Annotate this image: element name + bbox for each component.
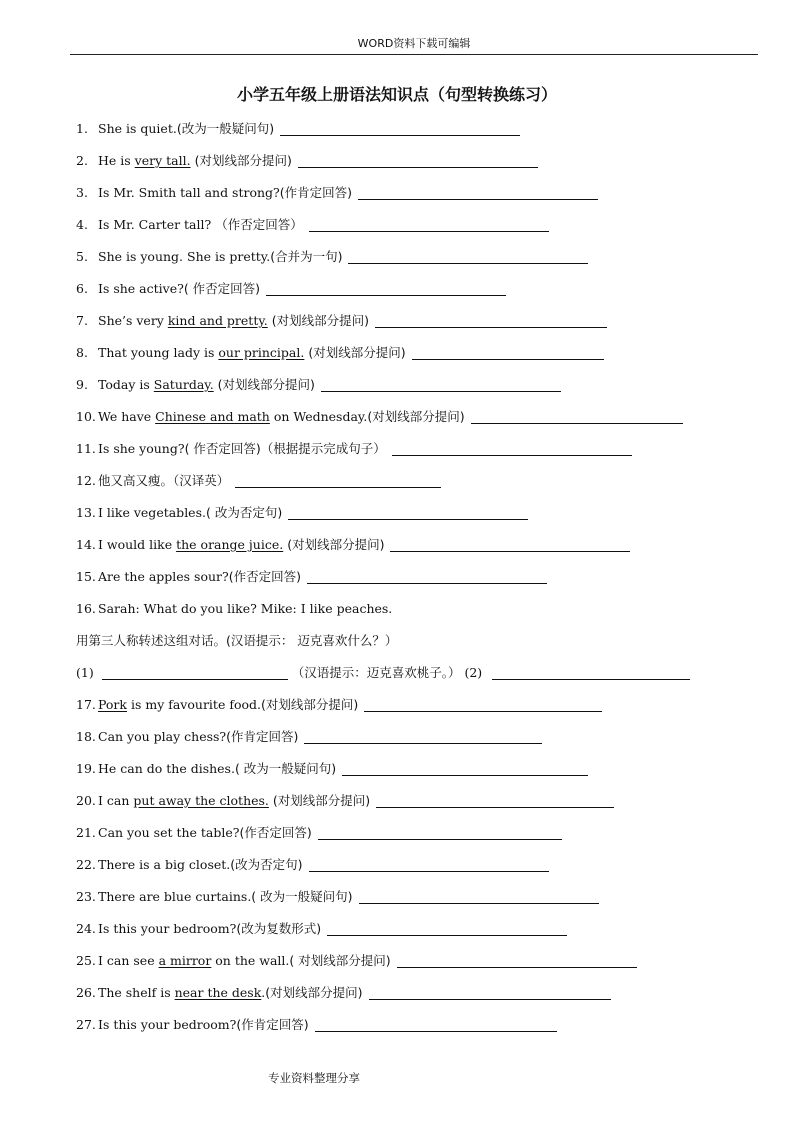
item-16-answers: [76, 662, 746, 694]
item-number: 7.: [76, 313, 88, 328]
sentence-text: I can see: [98, 953, 159, 968]
answer-blank[interactable]: [342, 761, 588, 776]
sentence-text: Are the apples sour?: [98, 569, 229, 584]
exercise-item: [76, 150, 746, 182]
sentence-text: The shelf is: [98, 985, 175, 1000]
sentence-text: That young lady is: [98, 345, 219, 360]
answer-blank[interactable]: [280, 121, 520, 136]
instruction-hint: (对划线部分提问): [265, 985, 363, 1000]
exercise-item: [76, 342, 746, 374]
answer-blank-2[interactable]: [492, 665, 690, 680]
item-number: 13.: [76, 505, 96, 520]
underlined-part: the orange juice.: [176, 537, 284, 552]
item-number: 11.: [76, 441, 96, 456]
answer-blank[interactable]: [327, 921, 567, 936]
exercise-item: [76, 406, 746, 438]
sentence-text: He is: [98, 153, 135, 168]
underlined-part: Chinese and math: [155, 409, 270, 424]
item-number: 16.: [76, 601, 96, 616]
answer-blank[interactable]: [315, 1017, 557, 1032]
underlined-part: near the desk: [174, 985, 262, 1000]
exercise-item: [76, 374, 746, 406]
sentence-text: Is Mr. Carter tall?: [98, 217, 216, 232]
sentence-text: I like vegetables.: [98, 505, 206, 520]
answer-blank[interactable]: [309, 857, 549, 872]
exercise-item: [76, 534, 746, 566]
item-number: 10.: [76, 409, 96, 424]
item-number: 21.: [76, 825, 96, 840]
sentence-text: I would like: [98, 537, 177, 552]
exercise-item: [76, 438, 746, 470]
exercise-item: [76, 950, 746, 982]
answer-blank[interactable]: [321, 377, 561, 392]
exercise-item: [76, 822, 746, 854]
item-number: 12.: [76, 473, 96, 488]
instruction-hint: (对划线部分提问): [271, 313, 369, 328]
answer-blank[interactable]: [392, 441, 632, 456]
answer-blank[interactable]: [309, 217, 549, 232]
instruction-hint: (对划线部分提问): [194, 153, 292, 168]
item-number: 1.: [76, 121, 88, 136]
underlined-part: Pork: [98, 697, 127, 712]
sentence-text: Today is: [98, 377, 154, 392]
underlined-part: a mirror: [158, 953, 212, 968]
exercise-item: [76, 918, 746, 950]
sentence-text: We have: [98, 409, 156, 424]
exercise-item: [76, 982, 746, 1014]
sentence-rest: is my favourite food.: [126, 697, 261, 712]
exercise-item: [76, 214, 746, 246]
answer-blank[interactable]: [359, 889, 599, 904]
instruction-hint: ( 对划线部分提问): [289, 953, 391, 968]
item-number: 24.: [76, 921, 96, 936]
item-number: 27.: [76, 1017, 96, 1032]
answer-blank[interactable]: [364, 697, 602, 712]
exercise-item: [76, 310, 746, 342]
exercise-item: [76, 182, 746, 214]
exercise-item: [76, 598, 746, 630]
answer-blank[interactable]: [298, 153, 538, 168]
answer-label-1: (1): [76, 665, 94, 680]
instruction-hint: (对划线部分提问): [367, 409, 465, 424]
answer-blank[interactable]: [412, 345, 604, 360]
sentence-text: Sarah: What do you like? Mike: I like peaches.: [98, 601, 393, 616]
answer-blank[interactable]: [348, 249, 588, 264]
exercise-item: [76, 886, 746, 918]
underlined-part: our principal.: [218, 345, 305, 360]
instruction-hint: (对划线部分提问): [287, 537, 385, 552]
item-number: 23.: [76, 889, 96, 904]
answer-label-2: (2): [464, 665, 483, 680]
item-number: 18.: [76, 729, 96, 744]
item-number: 17.: [76, 697, 96, 712]
exercise-item: [76, 246, 746, 278]
sentence-text: Is she young?: [98, 441, 185, 456]
item-16-instruction: [76, 630, 746, 662]
answer-blank[interactable]: [307, 569, 547, 584]
sentence-text: He can do the dishes.: [98, 761, 235, 776]
answer-blank[interactable]: [288, 505, 528, 520]
sentence-text: She is young. She is pretty.: [98, 249, 271, 264]
answer-blank[interactable]: [358, 185, 598, 200]
item-number: 5.: [76, 249, 88, 264]
instruction-hint: ( 改为一般疑问句): [234, 761, 337, 776]
sentence-text: There is a big closet.: [98, 857, 231, 872]
answer-blank[interactable]: [390, 537, 630, 552]
exercise-item: [76, 790, 746, 822]
exercise-item: [76, 1014, 746, 1046]
item-number: 22.: [76, 857, 96, 872]
answer-blank[interactable]: [235, 473, 441, 488]
answer-blank[interactable]: [369, 985, 611, 1000]
page-title: 小学五年级上册语法知识点（句型转换练习）: [236, 85, 557, 104]
sentence-rest: .: [261, 985, 266, 1000]
instruction-hint: (作否定回答): [239, 825, 312, 840]
item-number: 26.: [76, 985, 96, 1000]
exercise-item: [76, 278, 746, 310]
instruction-hint: （汉译英）: [173, 473, 230, 488]
answer-blank[interactable]: [375, 313, 607, 328]
item-number: 9.: [76, 377, 88, 392]
instruction-hint: (作肯定回答): [226, 729, 299, 744]
page-header: WORD资料下载可编辑: [70, 36, 758, 55]
sentence-text: Can you set the table?: [98, 825, 240, 840]
underlined-part: very tall.: [134, 153, 191, 168]
exercise-item: [76, 726, 746, 758]
instruction-hint: (合并为一句): [270, 249, 343, 264]
exercise-item: [76, 470, 746, 502]
item-number: 19.: [76, 761, 96, 776]
item-number: 4.: [76, 217, 88, 232]
instruction-hint: （作否定回答）: [215, 217, 303, 232]
sentence-rest: on the wall.: [211, 953, 290, 968]
answer-blank-1[interactable]: [102, 665, 288, 680]
sentence-text: Can you play chess?: [98, 729, 227, 744]
item-number: 15.: [76, 569, 96, 584]
exercise-item: [76, 502, 746, 534]
instruction-hint: (作肯定回答): [236, 1017, 309, 1032]
answer-blank[interactable]: [397, 953, 637, 968]
sentence-text: Is this your bedroom?: [98, 1017, 237, 1032]
instruction-hint: ( 作否定回答): [183, 281, 261, 296]
underlined-part: put away the clothes.: [133, 793, 269, 808]
sentence-text: 他又高又瘦。: [98, 473, 174, 488]
sentence-text: Is this your bedroom?: [98, 921, 237, 936]
sentence-text: Is she active?: [98, 281, 184, 296]
answer-blank[interactable]: [266, 281, 506, 296]
sentence-text: She’s very: [98, 313, 168, 328]
underlined-part: Saturday.: [153, 377, 214, 392]
exercise-item: [76, 118, 746, 150]
underlined-part: kind and pretty.: [167, 313, 268, 328]
item-number: 14.: [76, 537, 96, 552]
answer-blank[interactable]: [304, 729, 542, 744]
instruction-hint: (改为否定句): [230, 857, 303, 872]
instruction-hint: (作否定回答): [228, 569, 301, 584]
sentence-text: I can: [98, 793, 134, 808]
instruction-hint: (改为复数形式): [236, 921, 322, 936]
sentence-text: She is quiet.: [98, 121, 177, 136]
item-number: 25.: [76, 953, 96, 968]
sentence-text: Is Mr. Smith tall and strong?: [98, 185, 280, 200]
instruction-hint: (对划线部分提问): [308, 345, 406, 360]
instruction-hint: (对划线部分提问): [260, 697, 359, 712]
instruction-hint: ( 改为一般疑问句): [251, 889, 353, 904]
sentence-text: There are blue curtains.: [98, 889, 252, 904]
answer-blank[interactable]: [376, 793, 614, 808]
item-number: 20.: [76, 793, 96, 808]
exercise-item: [76, 694, 746, 726]
instruction-hint: (作肯定回答): [279, 185, 353, 200]
item-number: 8.: [76, 345, 88, 360]
page-footer: 专业资料整理分享: [268, 1071, 360, 1085]
exercise-list: [76, 118, 746, 1046]
exercise-item: [76, 758, 746, 790]
item-number: 6.: [76, 281, 88, 296]
instruction-text: 用第三人称转述这组对话。(汉语提示： 迈克喜欢什么？）: [76, 633, 398, 648]
instruction-hint: (对划线部分提问): [272, 793, 371, 808]
exercise-item: [76, 854, 746, 886]
answer-blank[interactable]: [318, 825, 562, 840]
instruction-hint: ( 改为否定句): [205, 505, 283, 520]
instruction-hint: (对划线部分提问): [217, 377, 315, 392]
sentence-rest: on Wednesday.: [269, 409, 368, 424]
instruction-hint: ( 作否定回答)（根据提示完成句子）: [184, 441, 386, 456]
instruction-hint: (改为一般疑问句): [176, 121, 275, 136]
answer-hint-2: （汉语提示：迈克喜欢桃子。）: [291, 665, 461, 680]
exercise-item: [76, 566, 746, 598]
item-number: 3.: [76, 185, 88, 200]
item-number: 2.: [76, 153, 88, 168]
answer-blank[interactable]: [471, 409, 683, 424]
